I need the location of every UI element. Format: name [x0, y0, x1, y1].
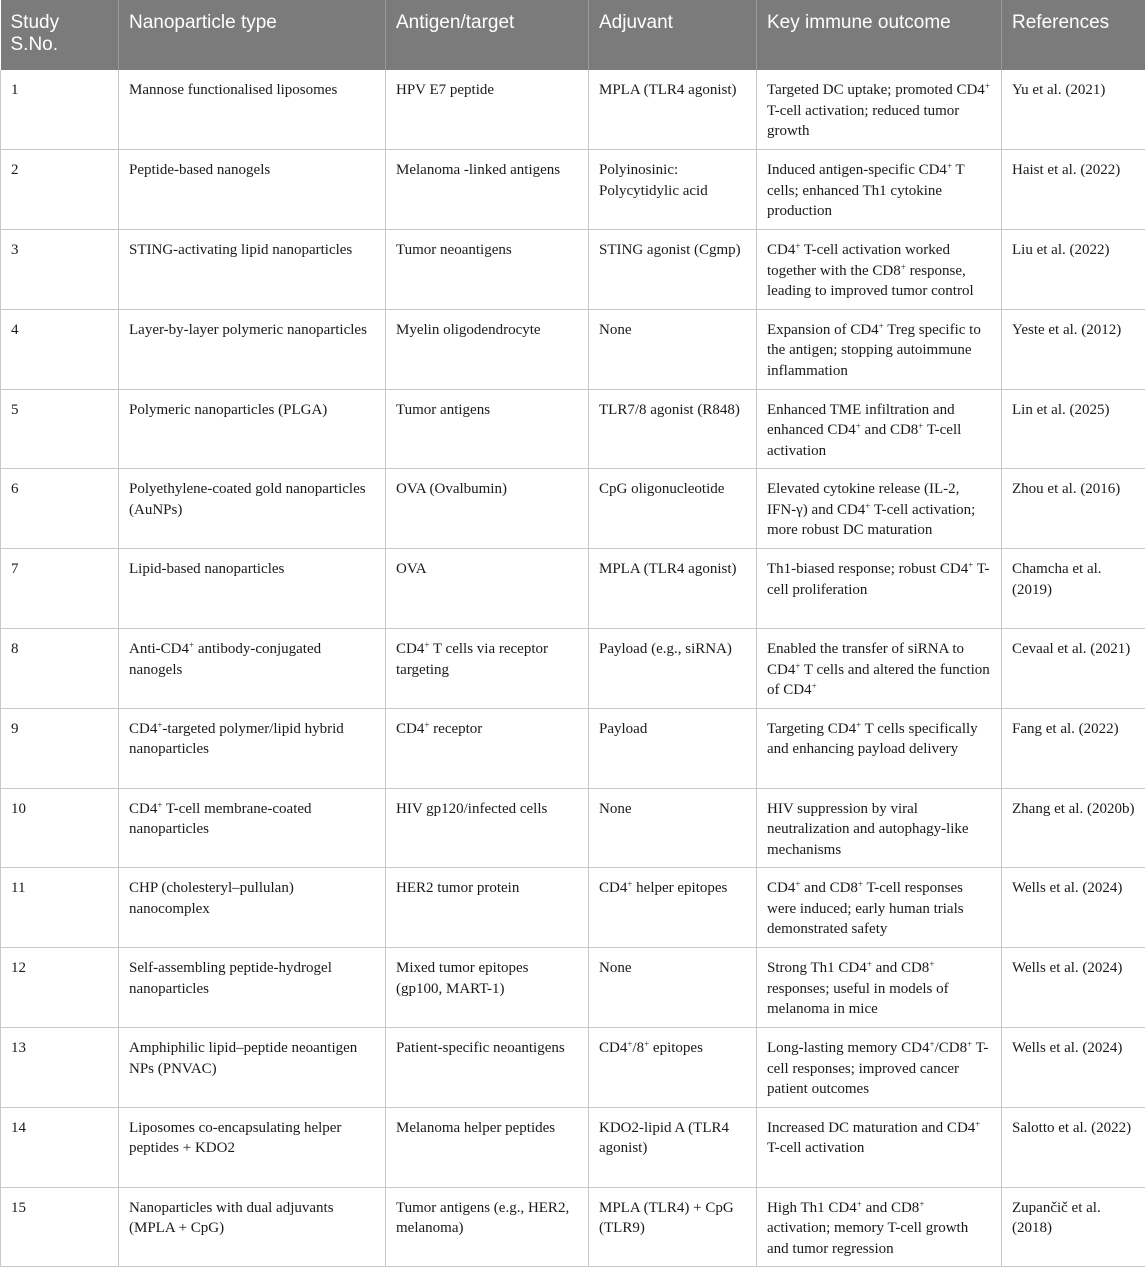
adjuvant-cell: CD4+/8+ epitopes [589, 1028, 757, 1108]
immune-outcome-cell: HIV suppression by viral neutralization and autophagy-like mechanisms [757, 788, 1002, 868]
immune-outcome-cell: Targeted DC uptake; promoted CD4+ T-cell activation; reduced tumor growth [757, 70, 1002, 150]
immune-outcome-cell: Long-lasting memory CD4+/CD8+ T-cell responses; improved cancer patient outcomes [757, 1028, 1002, 1108]
table-row [1, 230, 1145, 310]
table-row [1, 70, 1145, 150]
adjuvant-cell: None [589, 309, 757, 389]
nanoparticle-type-cell: Layer-by-layer polymeric nanoparticles [119, 309, 386, 389]
reference-cell: Salotto et al. (2022) [1002, 1107, 1145, 1187]
nanoparticle-type-cell: Amphiphilic lipid–peptide neoantigen NPs (PNVAC) [119, 1028, 386, 1108]
table-row [1, 788, 1145, 868]
table-row [1, 868, 1145, 948]
reference-cell: Yeste et al. (2012) [1002, 309, 1145, 389]
immune-outcome-cell: Expansion of CD4+ Treg specific to the antigen; stopping autoimmune inflammation [757, 309, 1002, 389]
antigen-target-cell: HER2 tumor protein [386, 868, 589, 948]
table-row [1, 708, 1145, 788]
nanoparticle-type-cell: Liposomes co-encapsulating helper peptides + KDO2 [119, 1107, 386, 1187]
study-no-cell: 13 [1, 1028, 119, 1108]
reference-cell: Haist et al. (2022) [1002, 150, 1145, 230]
header-nanoparticle-type: Nanoparticle type [119, 0, 386, 70]
reference-cell: Chamcha et al. (2019) [1002, 549, 1145, 629]
study-no-cell: 7 [1, 549, 119, 629]
nanoparticle-type-cell: Self-assembling peptide-hydrogel nanoparticles [119, 948, 386, 1028]
nanoparticle-type-cell: Mannose functionalised liposomes [119, 70, 386, 150]
table-row [1, 1028, 1145, 1108]
immune-outcome-cell: CD4+ and CD8+ T-cell responses were induced; early human trials demonstrated safety [757, 868, 1002, 948]
antigen-target-cell: OVA [386, 549, 589, 629]
adjuvant-cell: MPLA (TLR4 agonist) [589, 549, 757, 629]
adjuvant-cell: None [589, 948, 757, 1028]
study-no-cell: 2 [1, 150, 119, 230]
header-study-no-line1: Study [11, 12, 109, 34]
adjuvant-cell: STING agonist (Cgmp) [589, 230, 757, 310]
table-row [1, 1107, 1145, 1187]
reference-cell: Lin et al. (2025) [1002, 389, 1145, 469]
antigen-target-cell: Melanoma helper peptides [386, 1107, 589, 1187]
study-no-cell: 12 [1, 948, 119, 1028]
header-adjuvant: Adjuvant [589, 0, 757, 70]
antigen-target-cell: Tumor antigens (e.g., HER2, melanoma) [386, 1187, 589, 1267]
header-row [1, 0, 1145, 70]
nanoparticle-type-cell: CHP (cholesteryl–pullulan) nanocomplex [119, 868, 386, 948]
antigen-target-cell: HPV E7 peptide [386, 70, 589, 150]
antigen-target-cell: CD4+ receptor [386, 708, 589, 788]
antigen-target-cell: Patient-specific neoantigens [386, 1028, 589, 1108]
reference-cell: Yu et al. (2021) [1002, 70, 1145, 150]
antigen-target-cell: Myelin oligodendrocyte [386, 309, 589, 389]
adjuvant-cell: CD4+ helper epitopes [589, 868, 757, 948]
nanoparticle-type-cell: CD4+ T-cell membrane-coated nanoparticles [119, 788, 386, 868]
immune-outcome-cell: High Th1 CD4+ and CD8+ activation; memory T-cell growth and tumor regression [757, 1187, 1002, 1267]
nanoparticle-type-cell: Polyethylene-coated gold nanoparticles (AuNPs) [119, 469, 386, 549]
antigen-target-cell: HIV gp120/infected cells [386, 788, 589, 868]
study-no-cell: 14 [1, 1107, 119, 1187]
study-no-cell: 3 [1, 230, 119, 310]
antigen-target-cell: OVA (Ovalbumin) [386, 469, 589, 549]
table-row [1, 948, 1145, 1028]
nanoparticle-type-cell: Anti-CD4+ antibody-conjugated nanogels [119, 629, 386, 709]
reference-cell: Wells et al. (2024) [1002, 948, 1145, 1028]
nanoparticle-type-cell: Nanoparticles with dual adjuvants (MPLA + CpG) [119, 1187, 386, 1267]
nanoparticle-type-cell: Lipid-based nanoparticles [119, 549, 386, 629]
reference-cell: Zupančič et al. (2018) [1002, 1187, 1145, 1267]
immune-outcome-cell: CD4+ T-cell activation worked together with the CD8+ response, leading to improved tumor control [757, 230, 1002, 310]
immune-outcome-cell: Th1-biased response; robust CD4+ T-cell proliferation [757, 549, 1002, 629]
immune-outcome-cell: Elevated cytokine release (IL-2, IFN-γ) and CD4+ T-cell activation; more robust DC maturation [757, 469, 1002, 549]
adjuvant-cell: Payload [589, 708, 757, 788]
table-row [1, 1187, 1145, 1267]
adjuvant-cell: Payload (e.g., siRNA) [589, 629, 757, 709]
immune-outcome-cell: Enabled the transfer of siRNA to CD4+ T cells and altered the function of CD4+ [757, 629, 1002, 709]
table-row [1, 309, 1145, 389]
study-no-cell: 8 [1, 629, 119, 709]
study-no-cell: 10 [1, 788, 119, 868]
antigen-target-cell: Mixed tumor epitopes (gp100, MART-1) [386, 948, 589, 1028]
nanoparticle-type-cell: CD4+-targeted polymer/lipid hybrid nanoparticles [119, 708, 386, 788]
header-study-no [1, 0, 119, 70]
header-study-no-line2: S.No. [11, 34, 109, 56]
reference-cell: Cevaal et al. (2021) [1002, 629, 1145, 709]
study-no-cell: 15 [1, 1187, 119, 1267]
study-no-cell: 11 [1, 868, 119, 948]
nanoparticle-type-cell: Polymeric nanoparticles (PLGA) [119, 389, 386, 469]
table-row [1, 549, 1145, 629]
antigen-target-cell: Tumor antigens [386, 389, 589, 469]
table-row [1, 629, 1145, 709]
nanoparticle-type-cell: STING-activating lipid nanoparticles [119, 230, 386, 310]
study-no-cell: 9 [1, 708, 119, 788]
reference-cell: Zhou et al. (2016) [1002, 469, 1145, 549]
table-row [1, 389, 1145, 469]
reference-cell: Zhang et al. (2020b) [1002, 788, 1145, 868]
immune-outcome-cell: Strong Th1 CD4+ and CD8+ responses; useful in models of melanoma in mice [757, 948, 1002, 1028]
reference-cell: Wells et al. (2024) [1002, 1028, 1145, 1108]
reference-cell: Fang et al. (2022) [1002, 708, 1145, 788]
reference-cell: Wells et al. (2024) [1002, 868, 1145, 948]
adjuvant-cell: Polyinosinic: Polycytidylic acid [589, 150, 757, 230]
adjuvant-cell: CpG oligonucleotide [589, 469, 757, 549]
antigen-target-cell: Melanoma -linked antigens [386, 150, 589, 230]
study-no-cell: 6 [1, 469, 119, 549]
study-no-cell: 5 [1, 389, 119, 469]
antigen-target-cell: Tumor neoantigens [386, 230, 589, 310]
header-references: References [1002, 0, 1145, 70]
study-no-cell: 4 [1, 309, 119, 389]
table-row [1, 469, 1145, 549]
antigen-target-cell: CD4+ T cells via receptor targeting [386, 629, 589, 709]
study-no-cell: 1 [1, 70, 119, 150]
adjuvant-cell: None [589, 788, 757, 868]
adjuvant-cell: TLR7/8 agonist (R848) [589, 389, 757, 469]
adjuvant-cell: MPLA (TLR4) + CpG (TLR9) [589, 1187, 757, 1267]
immune-outcome-cell: Targeting CD4+ T cells specifically and enhancing payload delivery [757, 708, 1002, 788]
table-row [1, 150, 1145, 230]
immune-outcome-cell: Induced antigen-specific CD4+ T cells; enhanced Th1 cytokine production [757, 150, 1002, 230]
header-key-immune-outcome: Key immune outcome [757, 0, 1002, 70]
immune-outcome-cell: Increased DC maturation and CD4+ T-cell activation [757, 1107, 1002, 1187]
reference-cell: Liu et al. (2022) [1002, 230, 1145, 310]
nanoparticle-type-cell: Peptide-based nanogels [119, 150, 386, 230]
header-antigen-target: Antigen/target [386, 0, 589, 70]
adjuvant-cell: MPLA (TLR4 agonist) [589, 70, 757, 150]
immune-outcome-cell: Enhanced TME infiltration and enhanced CD4+ and CD8+ T-cell activation [757, 389, 1002, 469]
adjuvant-cell: KDO2-lipid A (TLR4 agonist) [589, 1107, 757, 1187]
